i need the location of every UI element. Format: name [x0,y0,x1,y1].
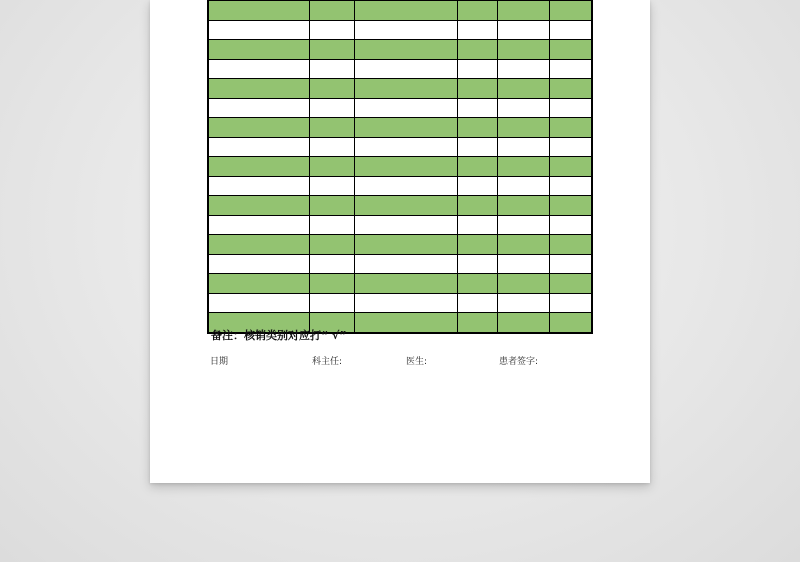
table-cell[interactable] [457,118,497,138]
table-cell[interactable] [549,235,592,255]
table-cell[interactable] [208,293,309,313]
table-cell[interactable] [208,235,309,255]
table-cell[interactable] [457,196,497,216]
table-cell[interactable] [309,118,354,138]
table-cell[interactable] [497,274,549,294]
table-cell[interactable] [497,79,549,99]
table-row [208,98,592,118]
table-row [208,118,592,138]
table-cell[interactable] [309,79,354,99]
table-cell[interactable] [208,118,309,138]
table-cell[interactable] [208,137,309,157]
table-cell[interactable] [497,293,549,313]
table-cell[interactable] [354,137,457,157]
table-row [208,79,592,99]
table-cell[interactable] [457,157,497,177]
table-cell[interactable] [497,59,549,79]
table-cell[interactable] [309,98,354,118]
table-cell[interactable] [549,254,592,274]
table-cell[interactable] [309,274,354,294]
table-cell[interactable] [497,20,549,40]
table-cell[interactable] [497,40,549,60]
table-cell[interactable] [549,40,592,60]
table-cell[interactable] [208,1,309,21]
table-cell[interactable] [497,157,549,177]
table-cell[interactable] [549,59,592,79]
table-row [208,20,592,40]
table-cell[interactable] [309,1,354,21]
table-cell[interactable] [457,40,497,60]
table-cell[interactable] [354,176,457,196]
table-cell[interactable] [354,274,457,294]
table-cell[interactable] [208,176,309,196]
table-cell[interactable] [354,235,457,255]
table-cell[interactable] [497,176,549,196]
table-cell[interactable] [354,254,457,274]
table-cell[interactable] [497,1,549,21]
table-cell[interactable] [208,79,309,99]
table-row [208,157,592,177]
table-cell[interactable] [457,215,497,235]
table-cell[interactable] [354,118,457,138]
table-cell[interactable] [208,20,309,40]
table-cell[interactable] [309,20,354,40]
table-cell[interactable] [354,157,457,177]
patient-signature-label: 患者签字: [499,357,539,367]
table-cell[interactable] [497,215,549,235]
table-cell[interactable] [309,59,354,79]
table-cell[interactable] [309,40,354,60]
table-cell[interactable] [354,293,457,313]
table-cell[interactable] [457,20,497,40]
table-row [208,196,592,216]
table-row [208,176,592,196]
table-cell[interactable] [309,235,354,255]
table-cell[interactable] [497,313,549,333]
table-cell[interactable] [457,313,497,333]
table-cell[interactable] [549,118,592,138]
table-cell[interactable] [354,79,457,99]
table-cell[interactable] [549,293,592,313]
table-cell[interactable] [309,176,354,196]
table-cell[interactable] [208,196,309,216]
table-row [208,293,592,313]
table-cell[interactable] [457,293,497,313]
table-cell[interactable] [457,59,497,79]
table-cell[interactable] [208,157,309,177]
table-cell[interactable] [549,215,592,235]
table-cell[interactable] [354,59,457,79]
table-row [208,254,592,274]
table-cell[interactable] [354,1,457,21]
table-cell[interactable] [497,98,549,118]
department-head-label: 科主任: [312,357,343,367]
table-cell[interactable] [549,313,592,333]
table-row [208,215,592,235]
table-cell[interactable] [208,59,309,79]
table-cell[interactable] [457,137,497,157]
table-cell[interactable] [549,196,592,216]
table-cell[interactable] [549,157,592,177]
table-cell[interactable] [309,254,354,274]
table-row [208,137,592,157]
record-table [207,0,593,334]
table-cell[interactable] [497,196,549,216]
table-cell[interactable] [457,274,497,294]
table-cell[interactable] [208,274,309,294]
table-cell[interactable] [208,254,309,274]
table-row [208,274,592,294]
table-cell[interactable] [457,176,497,196]
table-cell[interactable] [457,98,497,118]
doctor-label: 医生: [406,357,428,367]
table-cell[interactable] [354,215,457,235]
table-cell[interactable] [354,20,457,40]
table-cell[interactable] [549,79,592,99]
table-cell[interactable] [208,215,309,235]
table-cell[interactable] [208,40,309,60]
table-cell[interactable] [309,157,354,177]
table-cell[interactable] [549,274,592,294]
table-cell[interactable] [309,215,354,235]
table-cell[interactable] [309,137,354,157]
table-cell[interactable] [354,40,457,60]
table-cell[interactable] [549,98,592,118]
table-cell[interactable] [457,1,497,21]
table-row [208,40,592,60]
table-cell[interactable] [549,137,592,157]
table-cell[interactable] [457,235,497,255]
table-cell[interactable] [457,79,497,99]
table-cell[interactable] [497,118,549,138]
table-cell[interactable] [497,137,549,157]
table-cell[interactable] [457,254,497,274]
table-row [208,235,592,255]
date-label: 日期 [210,357,229,367]
document-page [150,0,650,483]
table-cell[interactable] [549,1,592,21]
table-row [208,1,592,21]
table-cell[interactable] [309,293,354,313]
table-cell[interactable] [497,254,549,274]
table-cell[interactable] [354,98,457,118]
table-cell[interactable] [354,196,457,216]
table-cell[interactable] [497,235,549,255]
table-cell[interactable] [549,20,592,40]
remark-note: 备注：核销类别对应打“ √” [211,329,347,342]
table-cell[interactable] [354,313,457,333]
table-row [208,59,592,79]
table-cell[interactable] [549,176,592,196]
table-cell[interactable] [208,98,309,118]
table-cell[interactable] [309,196,354,216]
